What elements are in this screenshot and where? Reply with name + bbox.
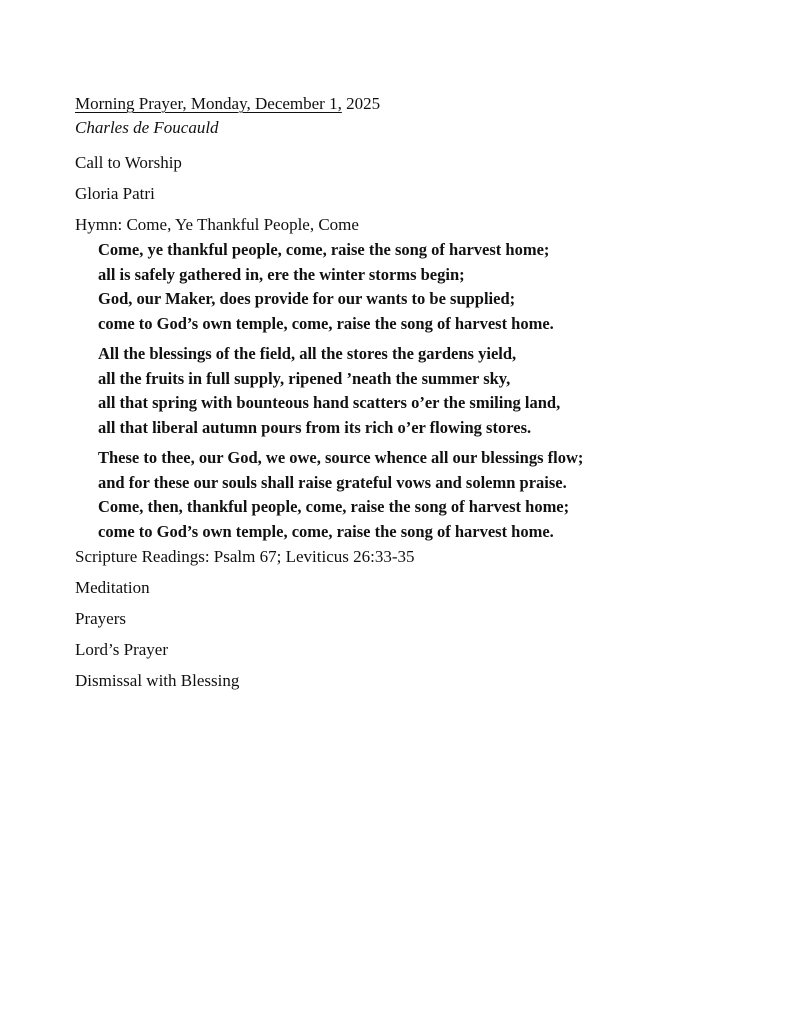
dismissal-with-blessing: Dismissal with Blessing (75, 671, 240, 690)
hymn-heading: Hymn: Come, Ye Thankful People, Come (75, 215, 359, 234)
hymn-line: all that liberal autumn pours from its rich o’er flowing stores. (98, 417, 532, 437)
call-to-worship: Call to Worship (75, 153, 182, 172)
hymn-line: These to thee, our God, we owe, source whence all our blessings flow; (98, 448, 584, 467)
hymn-line: come to God’s own temple, come, raise the song of harvest home. (98, 521, 554, 541)
commemoration: Charles de Foucauld (75, 118, 219, 137)
hymn-stanza-3 (98, 446, 755, 544)
gloria-patri: Gloria Patri (75, 184, 155, 203)
title-underlined-text: Morning Prayer, Monday, December 1, (75, 94, 342, 113)
hymn-text (98, 238, 755, 544)
hymn-line: Come, ye thankful people, come, raise the song of harvest home; (98, 240, 550, 259)
hymn-line: come to God’s own temple, come, raise the song of harvest home. (98, 313, 554, 333)
page-title (75, 92, 755, 116)
hymn-line: God, our Maker, does provide for our wants to be supplied; (98, 289, 516, 308)
hymn-stanza-1 (98, 238, 755, 336)
lords-prayer: Lord’s Prayer (75, 640, 169, 659)
meditation: Meditation (75, 578, 150, 597)
scripture-readings: Scripture Readings: Psalm 67; Leviticus 26:33-35 (75, 547, 415, 566)
title-year: 2025 (341, 94, 381, 113)
hymn-line: all is safely gathered in, ere the winter storms begin; (98, 264, 465, 284)
hymn-line: and for these our souls shall raise grateful vows and solemn praise. (98, 472, 567, 492)
hymn-line: All the blessings of the field, all the stores the gardens yield, (98, 344, 517, 363)
hymn-line: all the fruits in full supply, ripened ’neath the summer sky, (98, 368, 511, 388)
prayers: Prayers (75, 609, 126, 628)
hymn-stanza-2 (98, 342, 755, 440)
hymn-line: Come, then, thankful people, come, raise the song of harvest home; (98, 497, 570, 516)
hymn-line: all that spring with bounteous hand scatters o’er the smiling land, (98, 393, 561, 412)
bulletin-page (75, 92, 755, 692)
